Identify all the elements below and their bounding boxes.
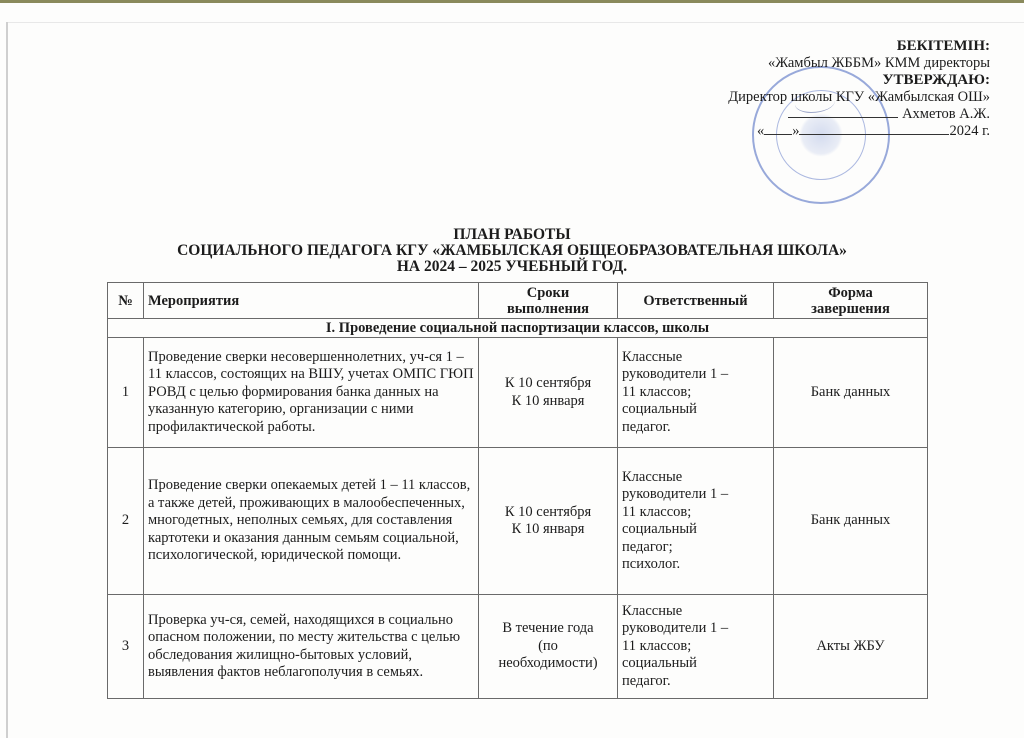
paper-left-edge [6, 22, 8, 738]
responsible-line: 11 классов; [622, 503, 692, 520]
approval-ru-position: Директор школы КГУ «Жамбылская ОШ» [728, 89, 990, 105]
responsible-line: психолог. [622, 556, 681, 572]
approval-date-line [728, 123, 990, 140]
row-form: Акты ЖБУ [774, 595, 928, 699]
document-title: ПЛАН РАБОТЫ [453, 226, 571, 243]
row-event: Проведение сверки опекаемых детей 1 – 11 классов, а также детей, проживающих в малообеспеченных, многодетных, неполных семьях, для составления картотеки и оказания данным семьям социальной, психологической, юридической помощи. [144, 448, 479, 595]
table-row [108, 338, 928, 448]
responsible-line: социальный [622, 401, 697, 418]
responsible-line: Классные [622, 348, 683, 365]
responsible-line: 11 классов; [622, 637, 692, 654]
header-event: Мероприятия [144, 283, 479, 319]
responsible-line: руководители 1 – [622, 366, 729, 383]
table-header-row [108, 283, 928, 319]
header-form-line1: Форма [828, 284, 873, 301]
table-row [108, 595, 928, 699]
approval-ru-heading: УТВЕРЖДАЮ: [882, 72, 990, 88]
header-form-line2: завершения [811, 300, 890, 317]
row-term [479, 448, 618, 595]
approval-kz-position: «Жамбыл ЖББМ» КММ директоры [767, 55, 990, 71]
row-num: 2 [108, 448, 144, 595]
term-line: К 10 сентября [504, 375, 592, 391]
approval-kz-heading: БЕКІТЕМІН: [896, 38, 990, 54]
table-row [108, 448, 928, 595]
approval-block [728, 38, 990, 140]
responsible-line: Классные [622, 602, 683, 619]
responsible-line: социальный [622, 655, 697, 672]
approval-signatory: Ахметов А.Ж. [902, 106, 990, 122]
row-num: 1 [108, 338, 144, 448]
responsible-line: 11 классов; [622, 383, 692, 400]
term-line: В течение года [502, 620, 594, 637]
row-form: Банк данных [774, 448, 928, 595]
header-form [774, 283, 928, 319]
row-event: Проведение сверки несовершеннолетних, уч-ся 1 – 11 классов, состоящих на ВШУ, учетах ОМПС ГЮП РОВД с целью формирования банка данных на указанную категорию, организации с ними профилактической работы. [144, 338, 479, 448]
approval-signatory-line [728, 106, 990, 123]
paper-top-edge [6, 22, 1024, 23]
term-line: необходимости) [498, 655, 598, 672]
responsible-line: педагог; [622, 538, 673, 555]
work-plan-table [107, 282, 928, 699]
header-term [479, 283, 618, 319]
section-heading: I. Проведение социальной паспортизации классов, школы [108, 319, 928, 338]
responsible-line: социальный [622, 521, 697, 537]
header-term-line1: Сроки [526, 284, 570, 301]
approval-date: 2024 г. [949, 123, 990, 139]
header-num: № [108, 283, 144, 319]
row-event: Проверка уч-ся, семей, находящихся в социально опасном положении, по месту жительства с целью обследования жилищно-бытовых условий, выявления фактов неблагополучия в семьях. [144, 595, 479, 699]
responsible-line: руководители 1 – [622, 486, 729, 502]
header-term-line2: выполнения [506, 300, 590, 317]
header-responsible: Ответственный [618, 283, 774, 319]
term-line: (по [538, 637, 558, 654]
date-close-quote: » [792, 123, 800, 139]
scan-top-edge [0, 0, 1024, 3]
date-open-quote: « [756, 123, 765, 139]
term-line: К 10 сентября [504, 503, 592, 520]
row-term [479, 595, 618, 699]
responsible-line: педагог. [622, 672, 671, 689]
term-line: К 10 января [511, 521, 585, 537]
section-row [108, 319, 928, 338]
row-term [479, 338, 618, 448]
row-form: Банк данных [774, 338, 928, 448]
row-responsible [618, 448, 774, 595]
row-responsible [618, 338, 774, 448]
responsible-line: педагог. [622, 418, 671, 435]
term-line: К 10 января [511, 392, 585, 409]
responsible-line: Классные [622, 468, 683, 485]
responsible-line: руководители 1 – [622, 620, 729, 637]
document-year: НА 2024 – 2025 УЧЕБНЫЙ ГОД. [396, 258, 628, 275]
document-subtitle: СОЦИАЛЬНОГО ПЕДАГОГА КГУ «ЖАМБЫЛСКАЯ ОБЩЕОБРАЗОВАТЕЛЬНАЯ ШКОЛА» [177, 242, 847, 259]
row-responsible [618, 595, 774, 699]
row-num: 3 [108, 595, 144, 699]
